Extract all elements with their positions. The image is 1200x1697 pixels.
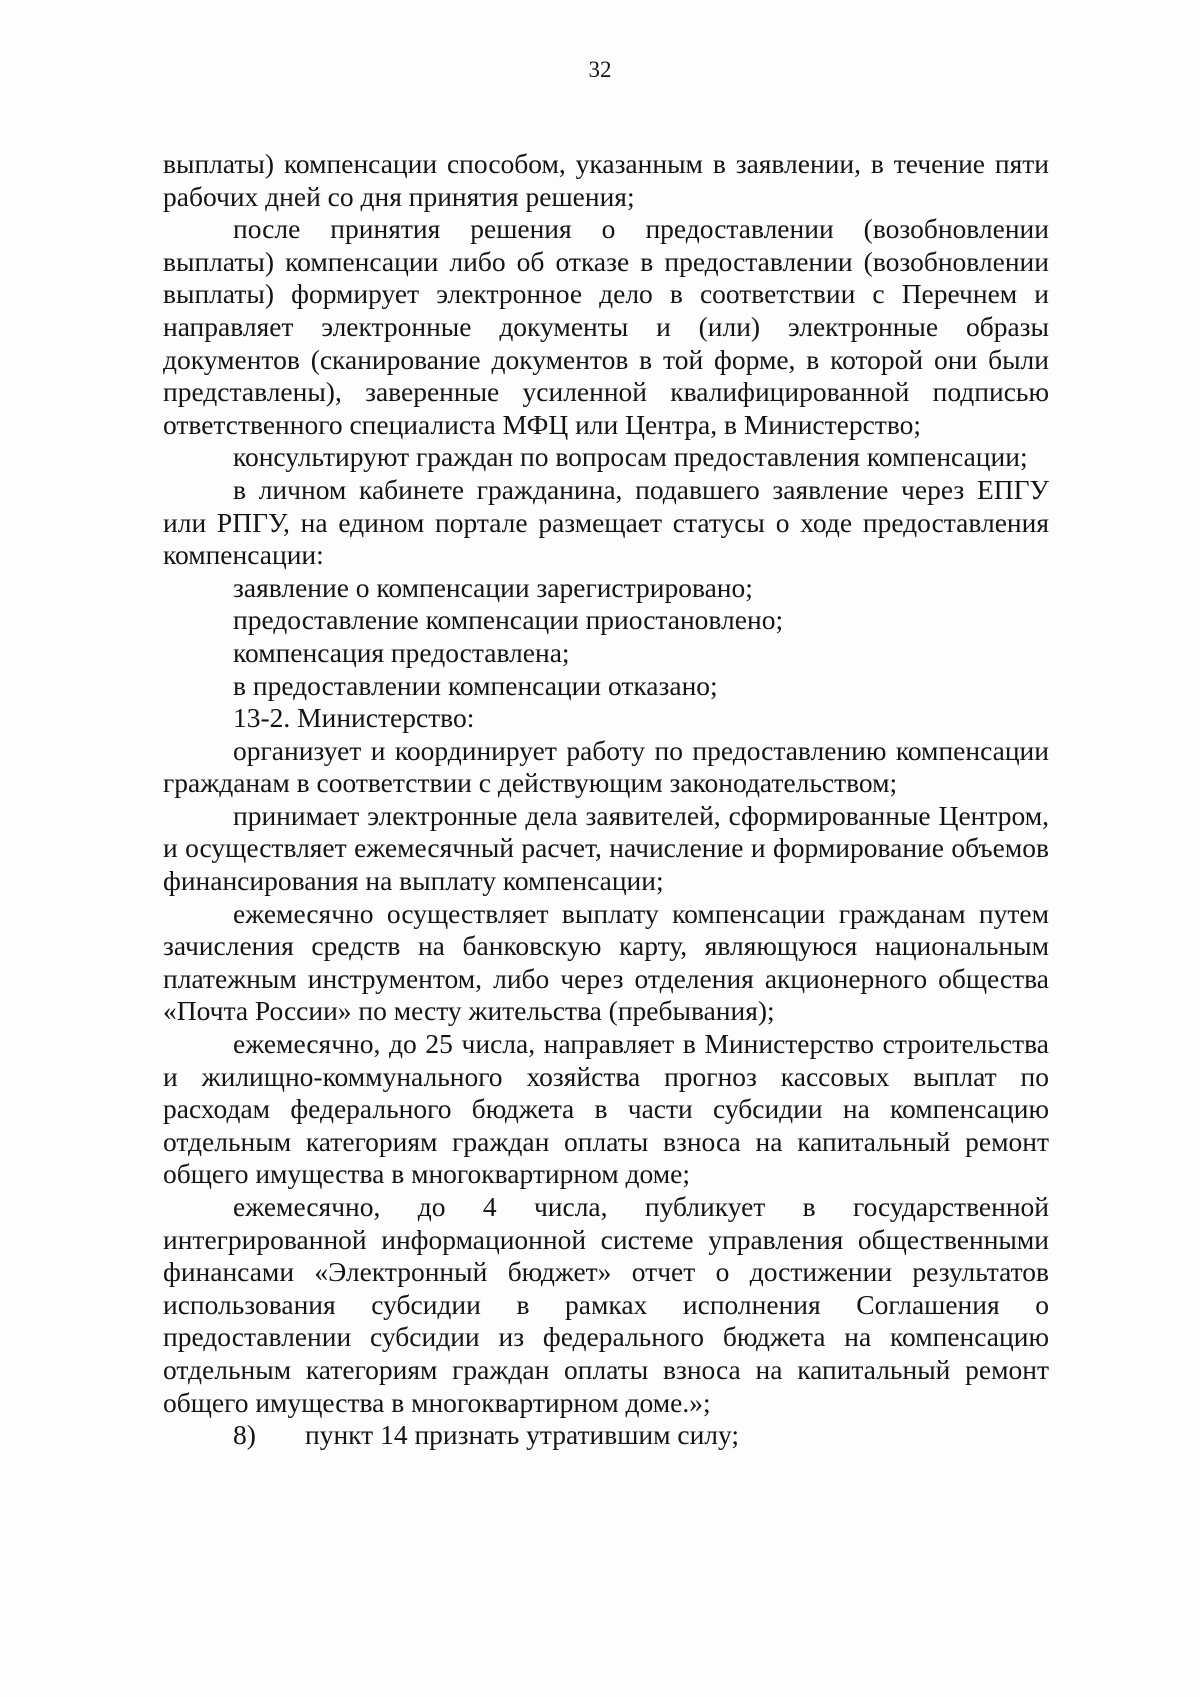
status-item-refused: в предоставлении компенсации отказано; <box>233 669 718 701</box>
paragraph-ministry-report: ежемесячно, до 4 числа, публикует в государственной интегрированной информационной системе управления общественными финансами «Электронный бюджет» отчет о достижении результатов использования субсидии в рамках исполнения Соглашения о предоставлении субсидии из федерального бюджета на компенсацию отдельным категориям граждан оплаты взноса на капитальный ремонт общего имущества в многоквартирном доме.»; <box>163 1191 1049 1418</box>
status-item-registered: заявление о компенсации зарегистрировано; <box>233 571 753 603</box>
final-point-number: 8) <box>233 1419 256 1451</box>
paragraph-personal-account-statuses: в личном кабинете гражданина, подавшего заявление через ЕПГУ или РПГУ, на едином портале размещает статусы о ходе предоставления компенсации: <box>163 473 1049 571</box>
final-point-text: пункт 14 признать утратившим силу; <box>305 1419 740 1451</box>
paragraph-ministry-accepts-cases: принимает электронные дела заявителей, сформированные Центром, и осуществляет ежемесячный расчет, начисление и формирование объемов финансирования на выплату компенсации; <box>163 799 1049 897</box>
paragraph-consultation: консультируют граждан по вопросам предоставления компенсации; <box>233 441 1028 473</box>
document-body <box>163 148 1049 1452</box>
paragraph-ministry-monthly-payment: ежемесячно осуществляет выплату компенсации гражданам путем зачисления средств на банковскую карту, являющуюся национальным платежным инструментом, либо через отделения акционерного общества «Почта России» по месту жительства (пребывания); <box>163 897 1049 1027</box>
paragraph-continuation: выплаты) компенсации способом, указанным в заявлении, в течение пяти рабочих дней со дня принятия решения; <box>163 148 1049 212</box>
page-number: 32 <box>588 57 612 82</box>
status-item-suspended: предоставление компенсации приостановлено; <box>233 604 784 636</box>
status-item-granted: компенсация предоставлена; <box>233 636 570 668</box>
paragraph-electronic-case: после принятия решения о предоставлении (возобновлении выплаты) компенсации либо об отказе в предоставлении (возобновлении выплаты) формирует электронное дело в соответствии с Перечнем и направляет электронные документы и (или) электронные образы документов (сканирование документов в той форме, в которой они были представлены), заверенные усиленной квалифицированной подписью ответственного специалиста МФЦ или Центра, в Министерство; <box>163 213 1049 440</box>
section-heading-ministry: 13-2. Министерство: <box>233 702 475 734</box>
paragraph-ministry-forecast: ежемесячно, до 25 числа, направляет в Министерство строительства и жилищно-коммунального хозяйства прогноз кассовых выплат по расходам федерального бюджета в части субсидии на компенсацию отдельным категориям граждан оплаты взноса на капитальный ремонт общего имущества в многоквартирном доме; <box>163 1028 1049 1190</box>
paragraph-ministry-organizes: организует и координирует работу по предоставлению компенсации гражданам в соответствии с действующим законодательством; <box>163 734 1049 799</box>
final-point <box>163 1419 1049 1452</box>
